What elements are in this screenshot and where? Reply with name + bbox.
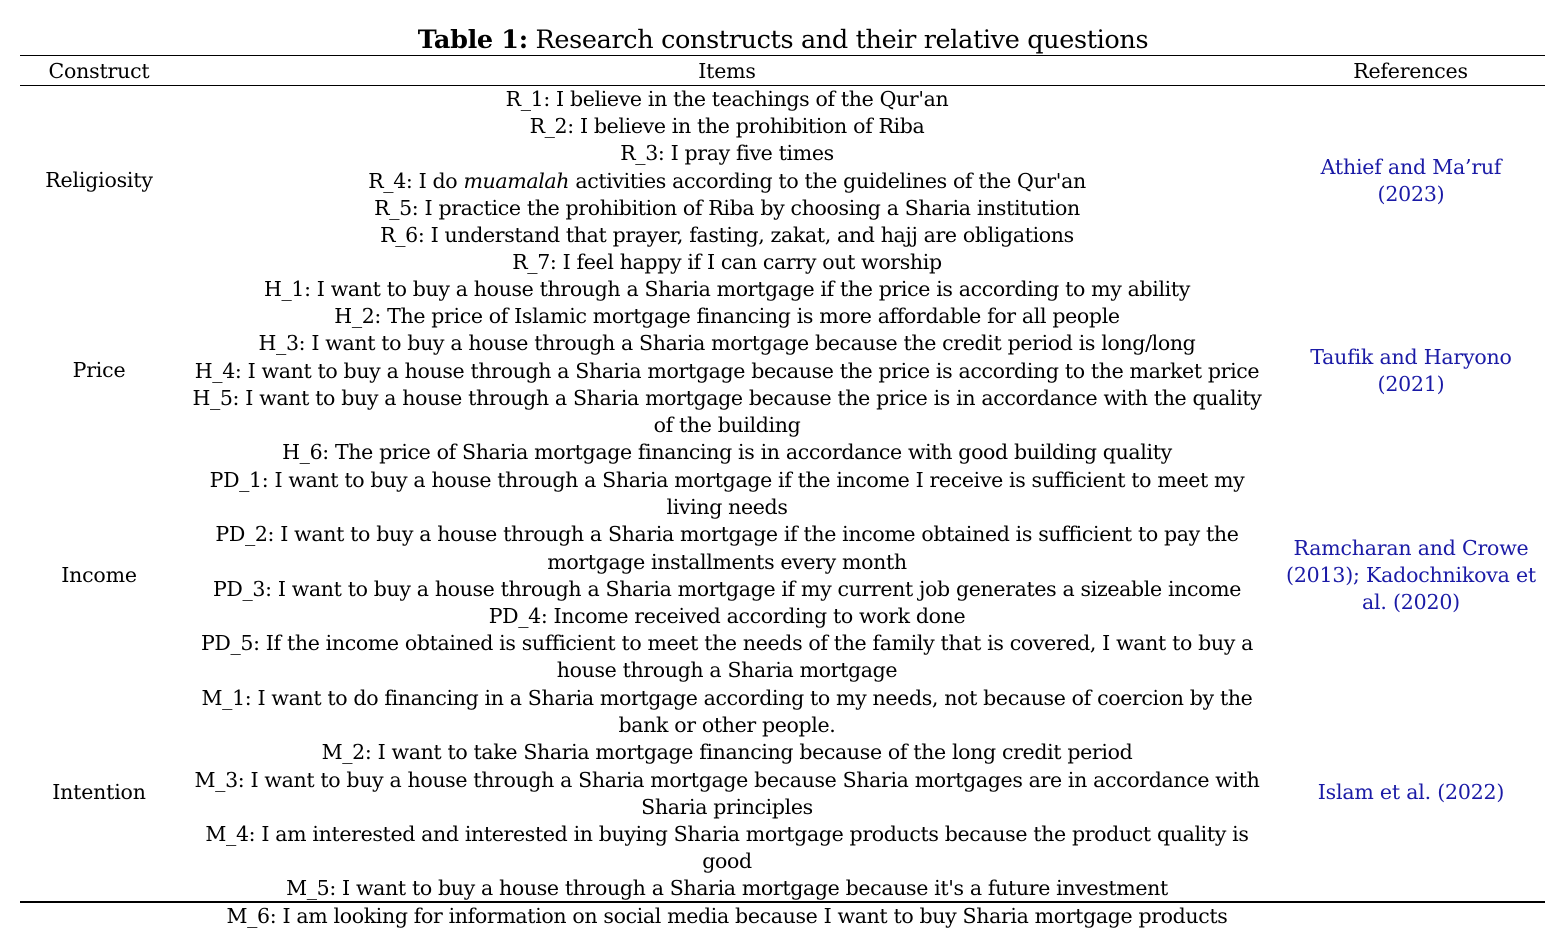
item-m6: M_6: I am looking for information on social media because I want to buy Sharia mortgage products [226,903,1228,928]
reference-cell [1286,276,1536,466]
reference-link-ramcharan[interactable]: Ramcharan and Crowe (2013); Kadochnikova et al. (2020) [1286,535,1536,615]
table-caption [0,22,1553,58]
construct-label: Intention [52,780,146,805]
table-row-income [0,467,1553,684]
item-pd4: PD_4: Income received according to work done [488,604,966,629]
item-r2: R_2: I believe in the prohibition of Riba [529,114,925,139]
table-caption-label: Table 1: [417,25,528,55]
construct-cell [20,685,178,901]
item-r1: R_1: I believe in the teachings of the Qur'an [505,87,949,111]
reference-cell [1286,685,1536,901]
items-cell [190,685,1264,930]
construct-label: Price [72,358,126,383]
item-r7: R_7: I feel happy if I can carry out worship [512,250,942,275]
item-r4: R_4: I do muamalah activities according to the guidelines of the Qur'an [368,168,1086,193]
header-gap-right [1275,84,1277,85]
reference-link-islam[interactable]: Islam et al. (2022) [1317,780,1505,805]
header-construct: Construct [48,59,150,83]
item-h2: H_2: The price of Islamic mortgage financing is more affordable for all people [334,304,1120,329]
construct-cell [20,86,178,276]
table-bottom-rule [20,901,1545,903]
reference-link-athief[interactable]: Athief and Ma’ruf (2023) [1320,154,1502,206]
item-pd5: PD_5: If the income obtained is sufficient to meet the needs of the family that is covered, I want to buy a house through a Sharia mortgage [200,631,1254,683]
item-h3: H_3: I want to buy a house through a Sharia mortgage because the credit period is long/long [258,331,1196,356]
construct-label: Religiosity [45,168,153,193]
item-pd3: PD_3: I want to buy a house through a Sharia mortgage if my current job generates a sizeable income [212,576,1242,601]
items-cell [190,276,1264,466]
reference-cell [1286,467,1536,684]
item-h4: H_4: I want to buy a house through a Sharia mortgage because the price is according to the market price [194,358,1260,383]
header-gap-left [177,84,179,85]
item-h6: H_6: The price of Sharia mortgage financing is in accordance with good building quality [282,440,1172,465]
item-r6: R_6: I understand that prayer, fasting, zakat, and hajj are obligations [380,223,1074,248]
item-m2: M_2: I want to take Sharia mortgage financing because of the long credit period [321,740,1133,765]
reference-link-taufik[interactable]: Taufik and Haryono (2021) [1310,344,1512,396]
item-m1: M_1: I want to do financing in a Sharia mortgage according to my needs, not because of coercion by the bank or other people. [201,686,1253,738]
reference-cell [1286,86,1536,276]
table-caption-text: Research constructs and their relative questions [535,25,1149,55]
table-top-rule [20,55,1545,56]
table-row-price [0,276,1553,466]
construct-cell [20,467,178,684]
header-items: Items [698,59,756,83]
item-pd1: PD_1: I want to buy a house through a Sharia mortgage if the income I receive is sufficient to meet my living needs [209,468,1245,520]
item-pd2: PD_2: I want to buy a house through a Sharia mortgage if the income obtained is sufficient to pay the mortgage installments every month [215,522,1239,574]
item-r3: R_3: I pray five times [620,141,834,166]
item-h5: H_5: I want to buy a house through a Sharia mortgage because the price is in accordance with the quality of the building [192,385,1262,438]
table-row-intention [0,685,1553,928]
items-cell [190,86,1264,276]
construct-label: Income [61,562,137,587]
construct-cell [20,276,178,466]
item-m5: M_5: I want to buy a house through a Sharia mortgage because it's a future investment [286,876,1168,901]
items-cell [190,467,1264,685]
table-row-religiosity [0,86,1553,276]
item-m4: M_4: I am interested and interested in buying Sharia mortgage products because the product quality is good [205,822,1249,874]
header-references: References [1353,59,1468,83]
item-m3: M_3: I want to buy a house through a Sharia mortgage because Sharia mortgages are in accordance with Sharia principles [194,767,1260,819]
item-r4-emphasis: muamalah [463,168,570,193]
item-r5: R_5: I practice the prohibition of Riba by choosing a Sharia institution [374,195,1080,220]
item-h1: H_1: I want to buy a house through a Sharia mortgage if the price is according to my ability [263,277,1191,301]
